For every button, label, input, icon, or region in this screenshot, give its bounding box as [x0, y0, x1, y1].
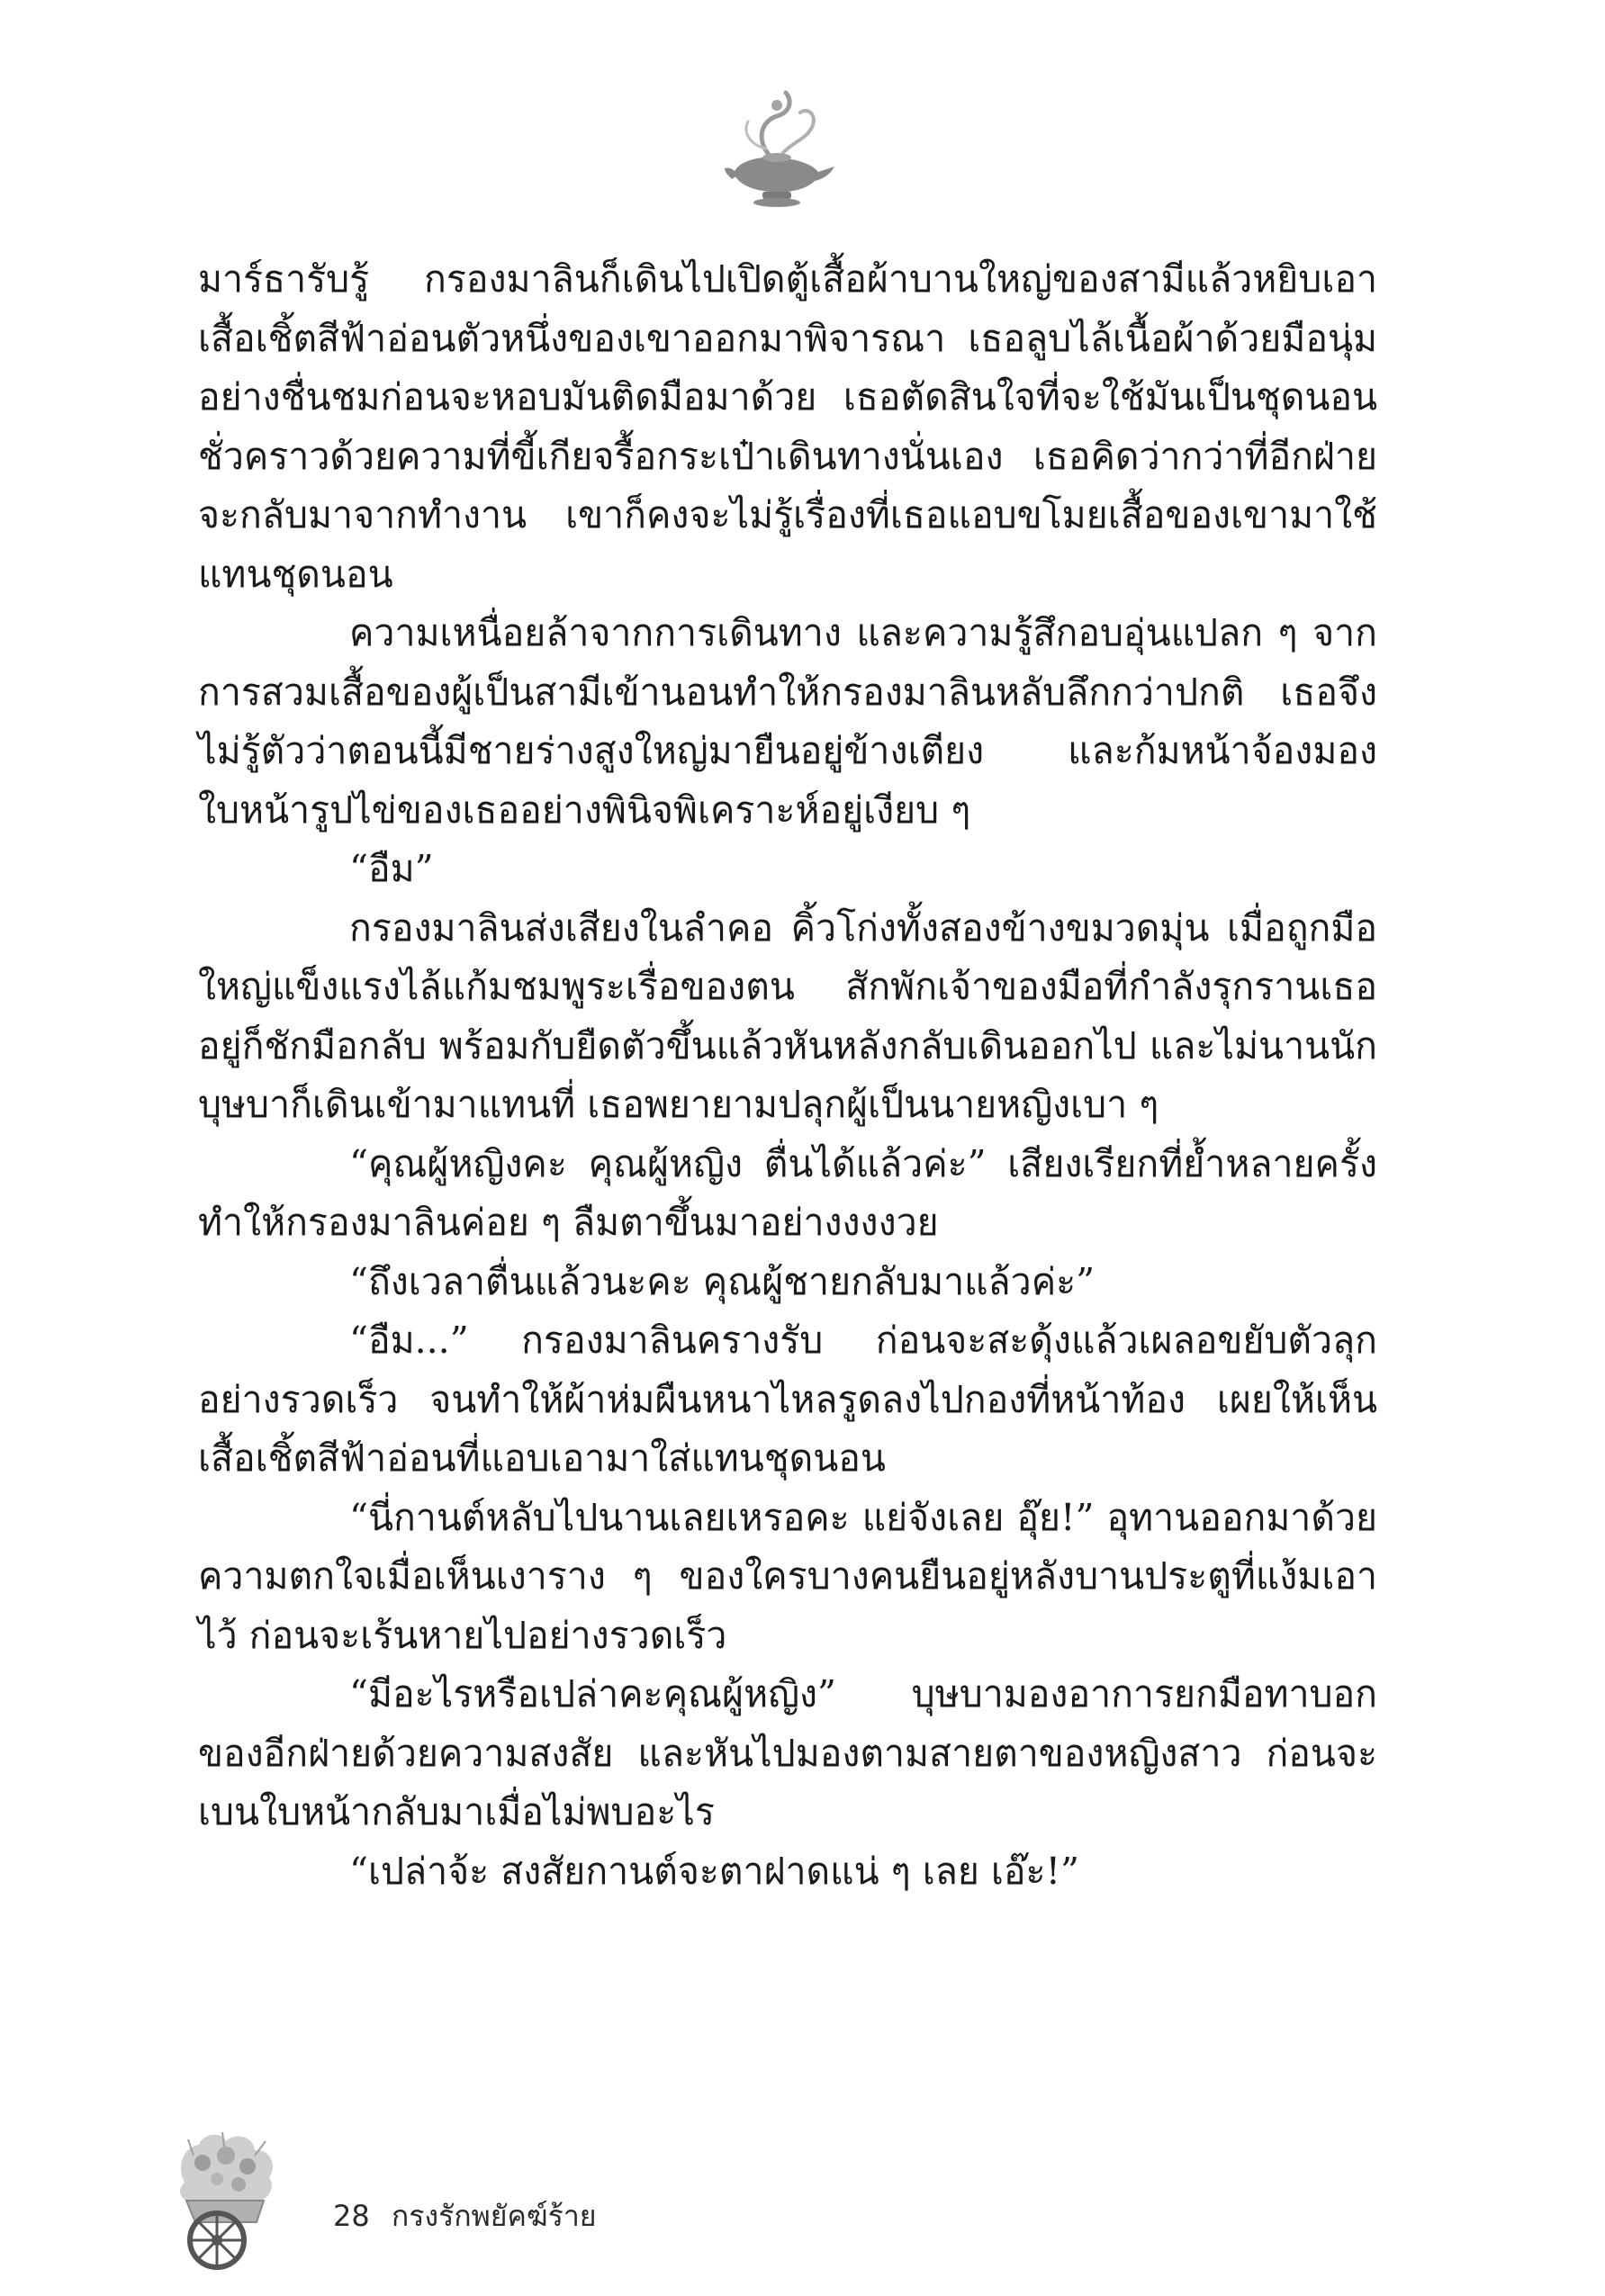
- book-title: กรงรักพยัคฆ์ร้าย: [391, 2199, 597, 2233]
- footer-label: [333, 2193, 597, 2239]
- paragraph: “มีอะไรหรือเปล่าคะคุณผู้หญิง” บุษบามองอาการยกมือทาบอกของอีกฝ่ายด้วยความสงสัย และหันไปมองตามสายตาของหญิงสาว ก่อนจะเบนใบหน้ากลับมาเมื่อไม่พบอะไร: [198, 1672, 1377, 1833]
- paragraph: กรองมาลินส่งเสียงในลำคอ คิ้วโก่งทั้งสองข้างขมวดมุ่น เมื่อถูกมือใหญ่แข็งแรงไล้แก้มชมพูระเรื่อของตน สักพักเจ้าของมือที่กำลังรุกรานเธออยู่ก็ชักมือกลับ พร้อมกับยืดตัวขึ้นแล้วหันหลังกลับเดินออกไป และไม่นานนักบุษบาก็เดินเข้ามาแทนที่ เธอพยายามปลุกผู้เป็นนายหญิงเบา ๆ: [198, 905, 1377, 1126]
- flower-cart-icon: [167, 2129, 284, 2273]
- paragraph: “อืม”: [349, 847, 434, 890]
- paragraph: ความเหนื่อยล้าจากการเดินทาง และความรู้สึกอบอุ่นแปลก ๆ จากการสวมเสื้อของผู้เป็นสามีเข้านอนทำให้กรองมาลินหลับลึกกว่าปกติ เธอจึงไม่รู้ตัวว่าตอนนี้มีชายร่างสูงใหญ่มายืนอยู่ข้างเตียง และก้มหน้าจ้องมองใบหน้ารูปไข่ของเธออย่างพินิจพิเคราะห์อยู่เงียบ ๆ: [198, 611, 1377, 832]
- page-number: 28: [333, 2199, 370, 2233]
- paragraph: “คุณผู้หญิงคะ คุณผู้หญิง ตื่นได้แล้วค่ะ” เสียงเรียกที่ย้ำหลายครั้งทำให้กรองมาลินค่อย ๆ ลืมตาขึ้นมาอย่างงงงวย: [198, 1141, 1377, 1244]
- body-text: [198, 250, 1377, 1901]
- paragraph: “เปล่าจ้ะ สงสัยกานต์จะตาฝาดแน่ ๆ เลย เอ๊ะ!”: [349, 1849, 1080, 1893]
- genie-lamp-icon: [707, 86, 842, 212]
- page-footer: [167, 2129, 797, 2273]
- paragraph: “นี่กานต์หลับไปนานเลยเหรอคะ แย่จังเลย อุ๊ย!” อุทานออกมาด้วยความตกใจเมื่อเห็นเงาราง ๆ ของใครบางคนยืนอยู่หลังบานประตูที่แง้มเอาไว้ ก่อนจะเร้นหายไปอย่างรวดเร็ว: [198, 1495, 1377, 1657]
- paragraph: “อืม...” กรองมาลินครางรับ ก่อนจะสะดุ้งแล้วเผลอขยับตัวลุกอย่างรวดเร็ว จนทำให้ผ้าห่มผืนหนาไหลรูดลงไปกองที่หน้าท้อง เผยให้เห็นเสื้อเชิ้ตสีฟ้าอ่อนที่แอบเอามาใส่แทนชุดนอน: [198, 1319, 1377, 1480]
- paragraph: “ถึงเวลาตื่นแล้วนะคะ คุณผู้ชายกลับมาแล้วค่ะ”: [349, 1259, 1096, 1303]
- paragraph: มาร์ธารับรู้ กรองมาลินก็เดินไปเปิดตู้เสื้อผ้าบานใหญ่ของสามีแล้วหยิบเอาเสื้อเชิ้ตสีฟ้าอ่อนตัวหนึ่งของเขาออกมาพิจารณา เธอลูบไล้เนื้อผ้าด้วยมือนุ่มอย่างชื่นชมก่อนจะหอบมันติดมือมาด้วย เธอตัดสินใจที่จะใช้มันเป็นชุดนอนชั่วคราวด้วยความที่ขี้เกียจรื้อกระเป๋าเดินทางนั่นเอง เธอคิดว่ากว่าที่อีกฝ่ายจะกลับมาจากทำงาน เขาก็คงจะไม่รู้เรื่องที่เธอแอบขโมยเสื้อของเขามาใช้แทนชุดนอน: [198, 257, 1377, 596]
